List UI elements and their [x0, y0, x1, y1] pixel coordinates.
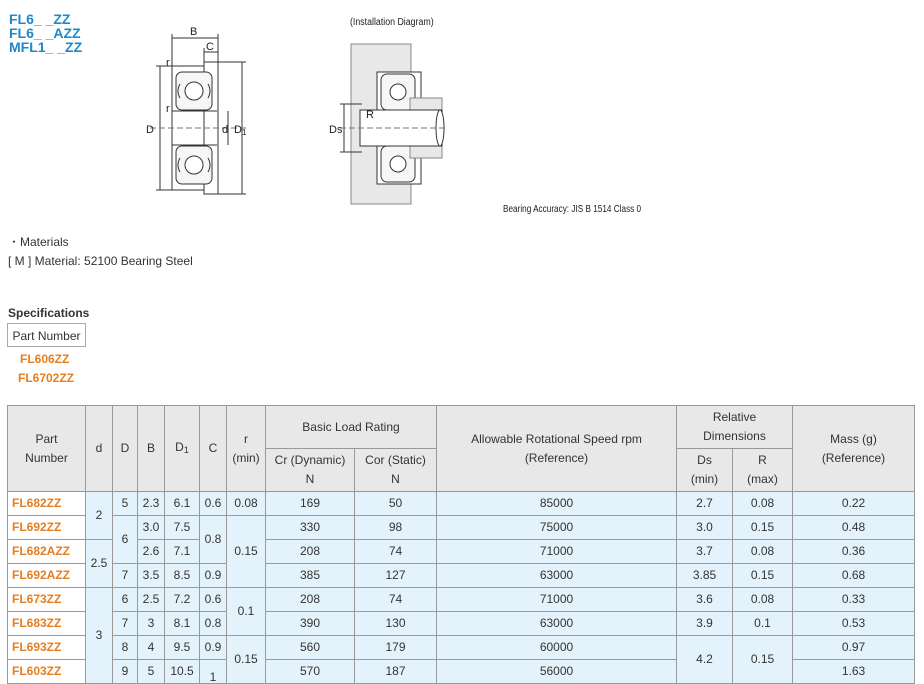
cell-d: 3 — [86, 588, 113, 684]
cell-D1: 7.2 — [165, 588, 200, 612]
cell-R: 0.08 — [733, 588, 793, 612]
table-row — [8, 492, 915, 516]
header-cor: Cor (Static) N — [355, 449, 437, 492]
cell-B: 3.0 — [138, 516, 165, 540]
cell-B: 4 — [138, 636, 165, 660]
cell-mass: 1.63 — [793, 660, 915, 684]
cell-D1: 8.1 — [165, 612, 200, 636]
cell-cor: 187 — [355, 660, 437, 684]
header-relative-dimensions: Relative Dimensions — [677, 406, 793, 449]
cell-C: 0.9 — [200, 564, 227, 588]
cell-cr: 390 — [266, 612, 355, 636]
cell-ds: 3.9 — [677, 612, 733, 636]
cell-C: 1 — [200, 660, 227, 684]
cell-mass: 0.22 — [793, 492, 915, 516]
cell-D1: 6.1 — [165, 492, 200, 516]
cell-speed: 63000 — [437, 564, 677, 588]
bearing-diagram — [0, 0, 924, 230]
label-R: R — [366, 109, 374, 121]
label-c: C — [206, 41, 214, 53]
header-cr: Cr (Dynamic) N — [266, 449, 355, 492]
cell-speed: 56000 — [437, 660, 677, 684]
cell-r: 0.15 — [227, 636, 266, 684]
part-link[interactable]: FL682AZZ — [8, 540, 86, 564]
cell-D1: 9.5 — [165, 636, 200, 660]
cell-cr: 570 — [266, 660, 355, 684]
part-link[interactable]: FL603ZZ — [8, 660, 86, 684]
cell-C: 0.6 — [200, 492, 227, 516]
label-d1: D1 — [234, 124, 247, 137]
cell-speed: 60000 — [437, 636, 677, 660]
installation-diagram-label: (Installation Diagram) — [350, 17, 434, 28]
cell-mass: 0.97 — [793, 636, 915, 660]
table-row — [8, 564, 915, 588]
part-number-link[interactable]: FL606ZZ — [20, 352, 70, 366]
cell-speed: 75000 — [437, 516, 677, 540]
cell-ds: 4.2 — [677, 636, 733, 684]
cell-C: 0.8 — [200, 612, 227, 636]
cell-B: 3 — [138, 612, 165, 636]
cell-D1: 8.5 — [165, 564, 200, 588]
cell-D: 7 — [113, 564, 138, 588]
header-ds: Ds (min) — [677, 449, 733, 492]
cell-speed: 85000 — [437, 492, 677, 516]
series-title: FL6_ _AZZ — [9, 25, 81, 41]
cell-speed: 63000 — [437, 612, 677, 636]
header-R: R (max) — [733, 449, 793, 492]
cell-R: 0.15 — [733, 516, 793, 540]
header-outer-D: D — [113, 406, 138, 492]
table-row — [8, 540, 915, 564]
cell-cor: 74 — [355, 588, 437, 612]
cell-r: 0.08 — [227, 492, 266, 516]
cell-C: 0.8 — [200, 516, 227, 564]
cell-cr: 330 — [266, 516, 355, 540]
cell-r: 0.15 — [227, 516, 266, 588]
cell-cr: 169 — [266, 492, 355, 516]
label-b: B — [190, 26, 198, 38]
cell-cr: 208 — [266, 588, 355, 612]
cell-d: 2 — [86, 492, 113, 540]
header-speed: Allowable Rotational Speed rpm (Reference) — [437, 406, 677, 492]
specifications-table — [7, 405, 915, 684]
cell-speed: 71000 — [437, 588, 677, 612]
cell-cor: 130 — [355, 612, 437, 636]
header-basic-load: Basic Load Rating — [266, 406, 437, 449]
cell-speed: 71000 — [437, 540, 677, 564]
materials-heading: ・Materials — [8, 235, 69, 249]
cell-B: 2.6 — [138, 540, 165, 564]
cell-D1: 10.5 — [165, 660, 200, 684]
table-row — [8, 588, 915, 612]
table-row — [8, 612, 915, 636]
part-link[interactable]: FL682ZZ — [8, 492, 86, 516]
header-D1: D1 — [165, 406, 200, 492]
cell-R: 0.15 — [733, 636, 793, 684]
label-outer-d: D — [146, 124, 154, 136]
cell-mass: 0.48 — [793, 516, 915, 540]
part-number-list — [10, 350, 74, 388]
specifications-title: Specifications — [8, 306, 90, 320]
header-d: d — [86, 406, 113, 492]
part-link[interactable]: FL692AZZ — [8, 564, 86, 588]
cell-C: 0.6 — [200, 588, 227, 612]
materials-line: [ M ] Material: 52100 Bearing Steel — [8, 254, 193, 268]
series-title: MFL1_ _ZZ — [9, 39, 83, 55]
cell-ds: 3.0 — [677, 516, 733, 540]
cell-cor: 98 — [355, 516, 437, 540]
cell-R: 0.08 — [733, 540, 793, 564]
table-row — [8, 636, 915, 660]
label-ds: Ds — [329, 124, 343, 136]
series-title: FL6_ _ZZ — [9, 11, 71, 27]
cell-mass: 0.68 — [793, 564, 915, 588]
label-r-inner: r — [166, 103, 170, 115]
part-link[interactable]: FL692ZZ — [8, 516, 86, 540]
cell-B: 2.3 — [138, 492, 165, 516]
cell-d: 2.5 — [86, 540, 113, 588]
cell-ds: 3.85 — [677, 564, 733, 588]
cell-ds: 3.6 — [677, 588, 733, 612]
cell-B: 3.5 — [138, 564, 165, 588]
part-number-link[interactable]: FL6702ZZ — [18, 371, 75, 385]
bearing-accuracy-note: Bearing Accuracy: JIS B 1514 Class 0 — [503, 204, 642, 215]
cell-cr: 208 — [266, 540, 355, 564]
cell-cor: 127 — [355, 564, 437, 588]
cell-R: 0.08 — [733, 492, 793, 516]
part-number-header: Part Number — [7, 323, 86, 347]
cell-D: 7 — [113, 612, 138, 636]
cell-ds: 3.7 — [677, 540, 733, 564]
header-B: B — [138, 406, 165, 492]
cell-cor: 74 — [355, 540, 437, 564]
header-part-number: Part Number — [8, 406, 86, 492]
cell-r: 0.1 — [227, 588, 266, 636]
cell-D: 6 — [113, 588, 138, 612]
header-mass: Mass (g) (Reference) — [793, 406, 915, 492]
label-r: r — [166, 57, 170, 69]
part-link[interactable]: FL673ZZ — [8, 588, 86, 612]
cell-cr: 385 — [266, 564, 355, 588]
cell-B: 5 — [138, 660, 165, 684]
cell-mass: 0.33 — [793, 588, 915, 612]
header-r: r (min) — [227, 406, 266, 492]
cell-cor: 50 — [355, 492, 437, 516]
part-link[interactable]: FL683ZZ — [8, 612, 86, 636]
cell-R: 0.1 — [733, 612, 793, 636]
cell-ds: 2.7 — [677, 492, 733, 516]
cell-mass: 0.36 — [793, 540, 915, 564]
cell-D: 9 — [113, 660, 138, 684]
part-link[interactable]: FL693ZZ — [8, 636, 86, 660]
cell-D1: 7.1 — [165, 540, 200, 564]
cell-mass: 0.53 — [793, 612, 915, 636]
cell-cr: 560 — [266, 636, 355, 660]
cell-D: 6 — [113, 516, 138, 564]
header-C: C — [200, 406, 227, 492]
cell-R: 0.15 — [733, 564, 793, 588]
cell-D: 5 — [113, 492, 138, 516]
label-bore-d: d — [222, 124, 229, 136]
cell-D1: 7.5 — [165, 516, 200, 540]
cell-cor: 179 — [355, 636, 437, 660]
cell-C: 0.9 — [200, 636, 227, 660]
table-row — [8, 516, 915, 540]
cell-D: 8 — [113, 636, 138, 660]
cell-B: 2.5 — [138, 588, 165, 612]
materials-section — [8, 233, 193, 271]
